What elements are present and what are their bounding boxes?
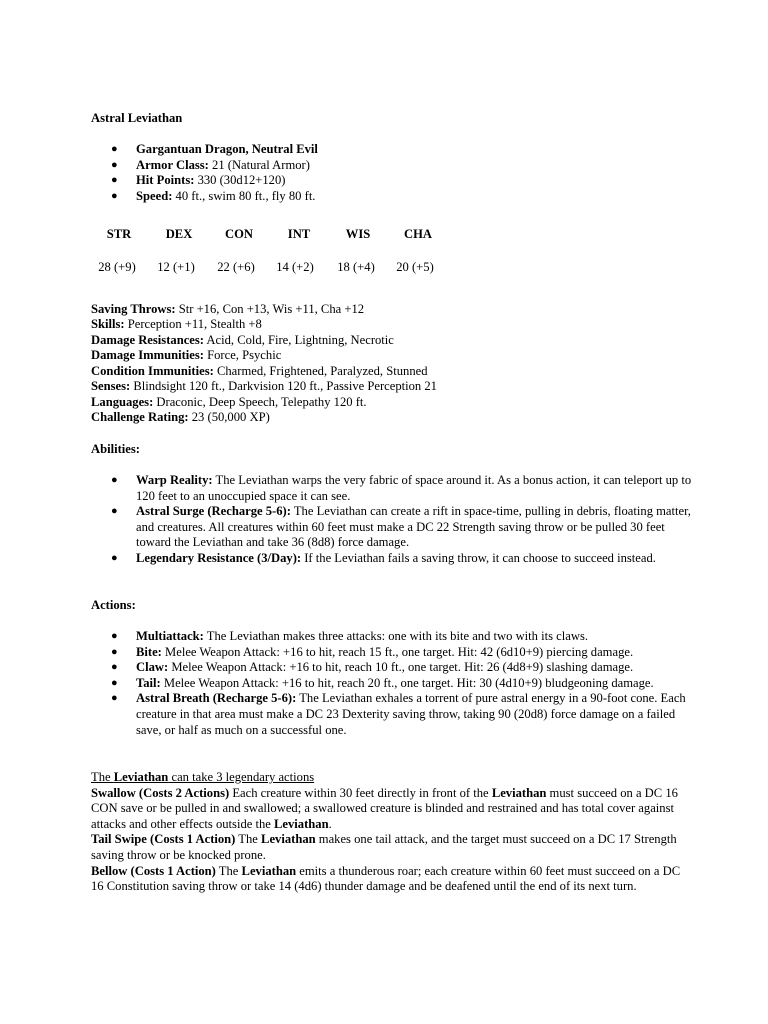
list-item: ● Legendary Resistance (3/Day): If the Leviathan fails a saving throw, it can choose to succeed instead.	[111, 550, 656, 565]
stat-header: INT	[287, 227, 311, 241]
detail-line: Skills: Perception +11, Stealth +8	[91, 317, 262, 331]
stat-header: CHA	[404, 227, 432, 241]
list-item: ● Astral Surge (Recharge 5-6): The Leviathan can create a rift in space-time, pulling in debris, floating matter, and creatures. All creatures within 60 feet must make a DC 22 Strength saving throw or be pulled 30 feet toward the Leviathan and take 36 (8d8) force damage.	[111, 504, 691, 550]
actions-list	[0, 629, 768, 738]
list-item: ● Multiattack: The Leviathan makes three attacks: one with its bite and two with its claws.	[111, 629, 588, 643]
list-item: ● Armor Class: 21 (Natural Armor)	[111, 157, 310, 172]
bullet-icon: ●	[111, 474, 118, 486]
list-item: ● Warp Reality: The Leviathan warps the very fabric of space around it. As a bonus action, it can teleport up to 120 feet to an unoccupied space it can see.	[111, 473, 692, 503]
page-title: Astral Leviathan	[91, 111, 183, 125]
stat-value: 12 (+1)	[157, 260, 195, 274]
stat-value: 20 (+5)	[396, 260, 434, 274]
stat-value: 22 (+6)	[217, 260, 255, 274]
bullet-icon: ●	[111, 158, 118, 171]
bullet-icon: ●	[111, 676, 118, 689]
legendary-swallow: Swallow (Costs 2 Actions) Each creature within 30 feet directly in front of the Leviathan must succeed on a DC 16 CON save or be pulled in and swallowed; a swallowed creature is blinded and restrained and has total cover against attacks and other effects outside the Leviathan.	[91, 785, 678, 831]
stat-value: 28 (+9)	[98, 260, 136, 274]
stat-header: STR	[106, 227, 132, 241]
stat-header: DEX	[165, 227, 193, 241]
bullet-icon: ●	[111, 645, 118, 658]
stat-value: 14 (+2)	[276, 260, 314, 274]
list-item: ● Tail: Melee Weapon Attack: +16 to hit, reach 20 ft., one target. Hit: 30 (4d10+9) bludgeoning damage.	[111, 675, 654, 690]
detail-line: Saving Throws: Str +16, Con +13, Wis +11, Cha +12	[91, 302, 365, 316]
bullet-icon: ●	[111, 661, 118, 674]
detail-line: Damage Resistances: Acid, Cold, Fire, Lightning, Necrotic	[91, 333, 394, 347]
detail-line: Damage Immunities: Force, Psychic	[91, 348, 282, 362]
stat-header: WIS	[345, 227, 371, 241]
detail-line: Challenge Rating: 23 (50,000 XP)	[91, 410, 270, 424]
stat-value: 18 (+4)	[337, 260, 375, 274]
abilities-heading: Abilities:	[91, 442, 140, 456]
bullet-icon: ●	[111, 505, 118, 518]
detail-line: Senses: Blindsight 120 ft., Darkvision 120 ft., Passive Perception 21	[91, 379, 437, 393]
bullet-icon: ●	[111, 189, 118, 202]
stat-header: CON	[225, 227, 253, 241]
bullet-icon: ●	[111, 692, 118, 705]
bullet-icon: ●	[111, 630, 118, 642]
legendary-bellow: Bellow (Costs 1 Action) The Leviathan emits a thunderous roar; each creature within 60 feet must succeed on a DC 16 Constitution saving throw or take 14 (4d6) thunder damage and be deafened until the end of its next turn.	[91, 863, 681, 894]
detail-line: Condition Immunities: Charmed, Frightened, Paralyzed, Stunned	[91, 364, 428, 378]
actions-heading: Actions:	[91, 598, 136, 612]
list-item: ● Bite: Melee Weapon Attack: +16 to hit, reach 15 ft., one target. Hit: 42 (6d10+9) piercing damage.	[111, 644, 634, 659]
bullet-icon: ●	[111, 174, 118, 187]
abilities-list	[0, 473, 768, 567]
basics-list	[0, 142, 768, 204]
list-item: ● Hit Points: 330 (30d12+120)	[111, 173, 286, 188]
legendary-tail-swipe: Tail Swipe (Costs 1 Action) The Leviathan makes one tail attack, and the target must succeed on a DC 17 Strength saving throw or be knocked prone.	[91, 832, 677, 862]
legendary-section	[91, 770, 681, 895]
list-item: ● Gargantuan Dragon, Neutral Evil	[111, 142, 318, 156]
bullet-icon: ●	[111, 143, 118, 155]
list-item: ● Claw: Melee Weapon Attack: +16 to hit, reach 10 ft., one target. Hit: 26 (4d8+9) slashing damage.	[111, 660, 634, 675]
legendary-intro: The Leviathan can take 3 legendary actions	[91, 770, 315, 784]
detail-line: Languages: Draconic, Deep Speech, Telepathy 120 ft.	[91, 395, 367, 409]
list-item: ● Astral Breath (Recharge 5-6): The Leviathan exhales a torrent of pure astral energy in a 90-foot cone. Each creature in that area must make a DC 23 Dexterity saving throw, taking 90 (20d8) force damage on a failed save, or half as much on a successful one.	[111, 691, 686, 737]
bullet-icon: ●	[111, 551, 118, 564]
list-item: ● Speed: 40 ft., swim 80 ft., fly 80 ft.	[111, 188, 316, 203]
